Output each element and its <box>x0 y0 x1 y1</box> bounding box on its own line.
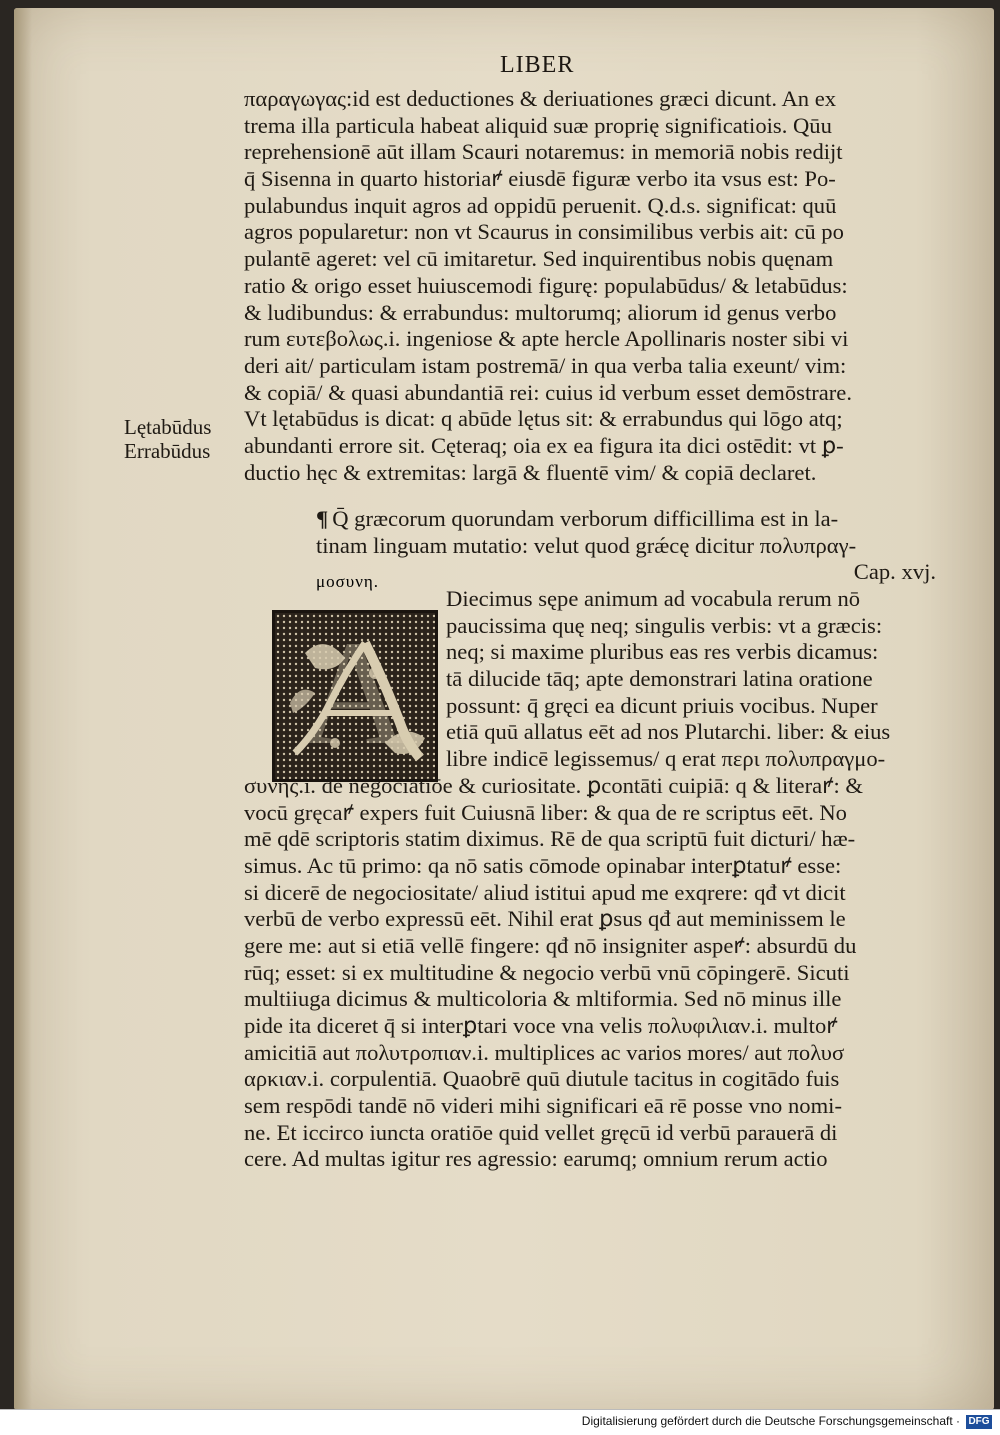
text-line: simus. Ac tū primo: qa nō satis cōmode opinabar interꝑtatuꝵ esse: <box>244 852 842 878</box>
text-line: rūq; esset: si ex multitudine & negocio verbū vnū cōpingerē. Sicuti <box>244 959 850 985</box>
text-line: gere me: aut si etiā vellē fingere: qđ nō insigniter aspeꝵ: absurdū du <box>244 932 857 958</box>
margin-note-letabundus: Lętabūdus <box>124 415 212 439</box>
text-line: pide ita diceret q̄ si interꝑtari voce vna velis πολυφιλιαν.i. multoꝵ <box>244 1013 838 1038</box>
digitization-footer <box>0 1409 1000 1435</box>
text-line: tā dilucide tāq; apte demonstrari latina oratione <box>446 666 873 692</box>
text-line: sem respōdi tandē nō videri mihi significari eā rē posse vno nomi- <box>244 1093 842 1119</box>
text-line: possunt: q̄ gręci ea dicunt priuis vocibus. Nuper <box>446 692 878 718</box>
text-line: abundanti errore sit. Cęteraq; oia ex ea figura ita dici ostēdit: vt ꝑ- <box>244 432 844 458</box>
text-line: συνης.i. de negociatiōe & curiositate. ꝑcontāti cuipiā: q & literaꝵ: & <box>244 772 863 798</box>
text-line: ductio hęc & extremitas: largā & fluentē vim/ & copiā declaret. <box>244 459 817 485</box>
text-line: etiā quū allatus eēt ad nos Plutarchi. liber: & eius <box>446 719 891 745</box>
pilcrow-icon: ¶ <box>316 506 329 531</box>
margin-notes <box>124 415 211 463</box>
text-line: deri ait/ particulam istam postremā/ in qua verba talia exeunt/ vim: <box>244 352 847 378</box>
dfg-logo-icon: DFG <box>966 1415 992 1429</box>
text-line: ratio & origo esset huiuscemodi figurę: populabūdus/ & letabūdus: <box>244 272 848 298</box>
text-line: si dicerē de negociositate/ aliud istitui apud me exqrere: qđ vt dicit <box>244 879 846 905</box>
text-line: q̄ Sisenna in quarto historiaꝵ eiusdē figuræ verbo ita vsus est: Po- <box>244 166 836 192</box>
chapter-heading-line: tinam linguam mutatio: velut quod grǽcę dicitur πολυπραγ- <box>316 532 857 558</box>
text-line: reprehensionē aūt illam Scauri notaremus: in memoriā nobis redijt <box>244 139 843 165</box>
page-gutter-shadow <box>14 8 32 1410</box>
text-line: neq; si maxime pluribus eas res verbis dicamus: <box>446 639 879 665</box>
text-line: & ludibundus: & errabundus: multorumq; aliorum id genus verbo <box>244 299 837 325</box>
text-line: paucissima quę neq; singulis verbis: vt a græcis: <box>446 612 883 638</box>
text-line: verbū de verbo expressū eēt. Nihil erat ꝑsus qđ aut meminissem le <box>244 906 846 932</box>
book-page <box>14 8 994 1410</box>
chapter-heading-greek: μοσυνη. <box>316 572 380 591</box>
text-line: cere. Ad multas igitur res agressio: earumq; omnium rerum actio <box>244 1146 828 1172</box>
text-line: αρκιαν.i. corpulentiā. Quaobrē quū diutule tacitus in cogitādo fuis <box>244 1066 840 1092</box>
running-head: LIBER <box>500 52 575 78</box>
initial-letter: A <box>300 610 410 776</box>
text-line: libre indicē legissemus/ q erat περι πολυπραγμο- <box>446 746 886 772</box>
paragraph-1 <box>244 86 944 486</box>
text-line: παραγωγας:id est deductiones & deriuationes græci dicunt. An ex <box>244 86 837 111</box>
text-line: ne. Et iccirco iuncta oratiōe quid vellet gręcū id verbū parauerā di <box>244 1119 838 1145</box>
text-line: rum ευτεβολως.i. ingeniose & apte hercle Apollinaris noster sibi vi <box>244 326 849 352</box>
text-line: amicitiā aut πολυτροπιαν.i. multiplices ac varios mores/ aut πολυσ <box>244 1039 845 1065</box>
text-line: agros popularetur: non vt Scaurus in consimilibus verbis ait: cū po <box>244 219 844 245</box>
margin-note-errabundus: Errabūdus <box>124 439 211 463</box>
paragraph-2 <box>244 586 944 1173</box>
text-line: multiiuga dicimus & multicoloria & mltiformia. Sed nō minus ille <box>244 986 842 1012</box>
text-line: vocū gręcaꝵ expers fuit Cuiusnā liber: & qua de re scriptus eēt. No <box>244 799 847 825</box>
chapter-heading-text: Q̄ græcorum quorundam verborum difficillima est in la- <box>332 506 839 531</box>
text-line: trema illa particula habeat aliquid suæ proprię significatiois. Qūu <box>244 112 832 138</box>
text-line: mē qdē scriptoris statim diximus. Rē de qua scriptū fuit dicturi/ hæ- <box>244 826 856 852</box>
chapter-heading-line <box>316 506 936 533</box>
text-line: pulabundus inquit agros ad oppidū peruenit. Q.d.s. significat: quū <box>244 192 837 218</box>
text-line: Diecimus sępe animum ad vocabula rerum nō <box>446 586 861 611</box>
text-line: pulantē ageret: vel cū imitaretur. Sed inquirentibus nobis quęnam <box>244 246 834 272</box>
chapter-number: Cap. xvj. <box>853 559 936 584</box>
text-line: & copiā/ & quasi abundantiā rei: cuius id verbum esset demōstrare. <box>244 379 852 405</box>
funding-credit: Digitalisierung gefördert durch die Deutsche Forschungsgemeinschaft · <box>581 1414 960 1428</box>
text-line: Vt lętabūdus is dicat: q abūde lętus sit: & errabundus qui lōgo atq; <box>244 406 843 432</box>
